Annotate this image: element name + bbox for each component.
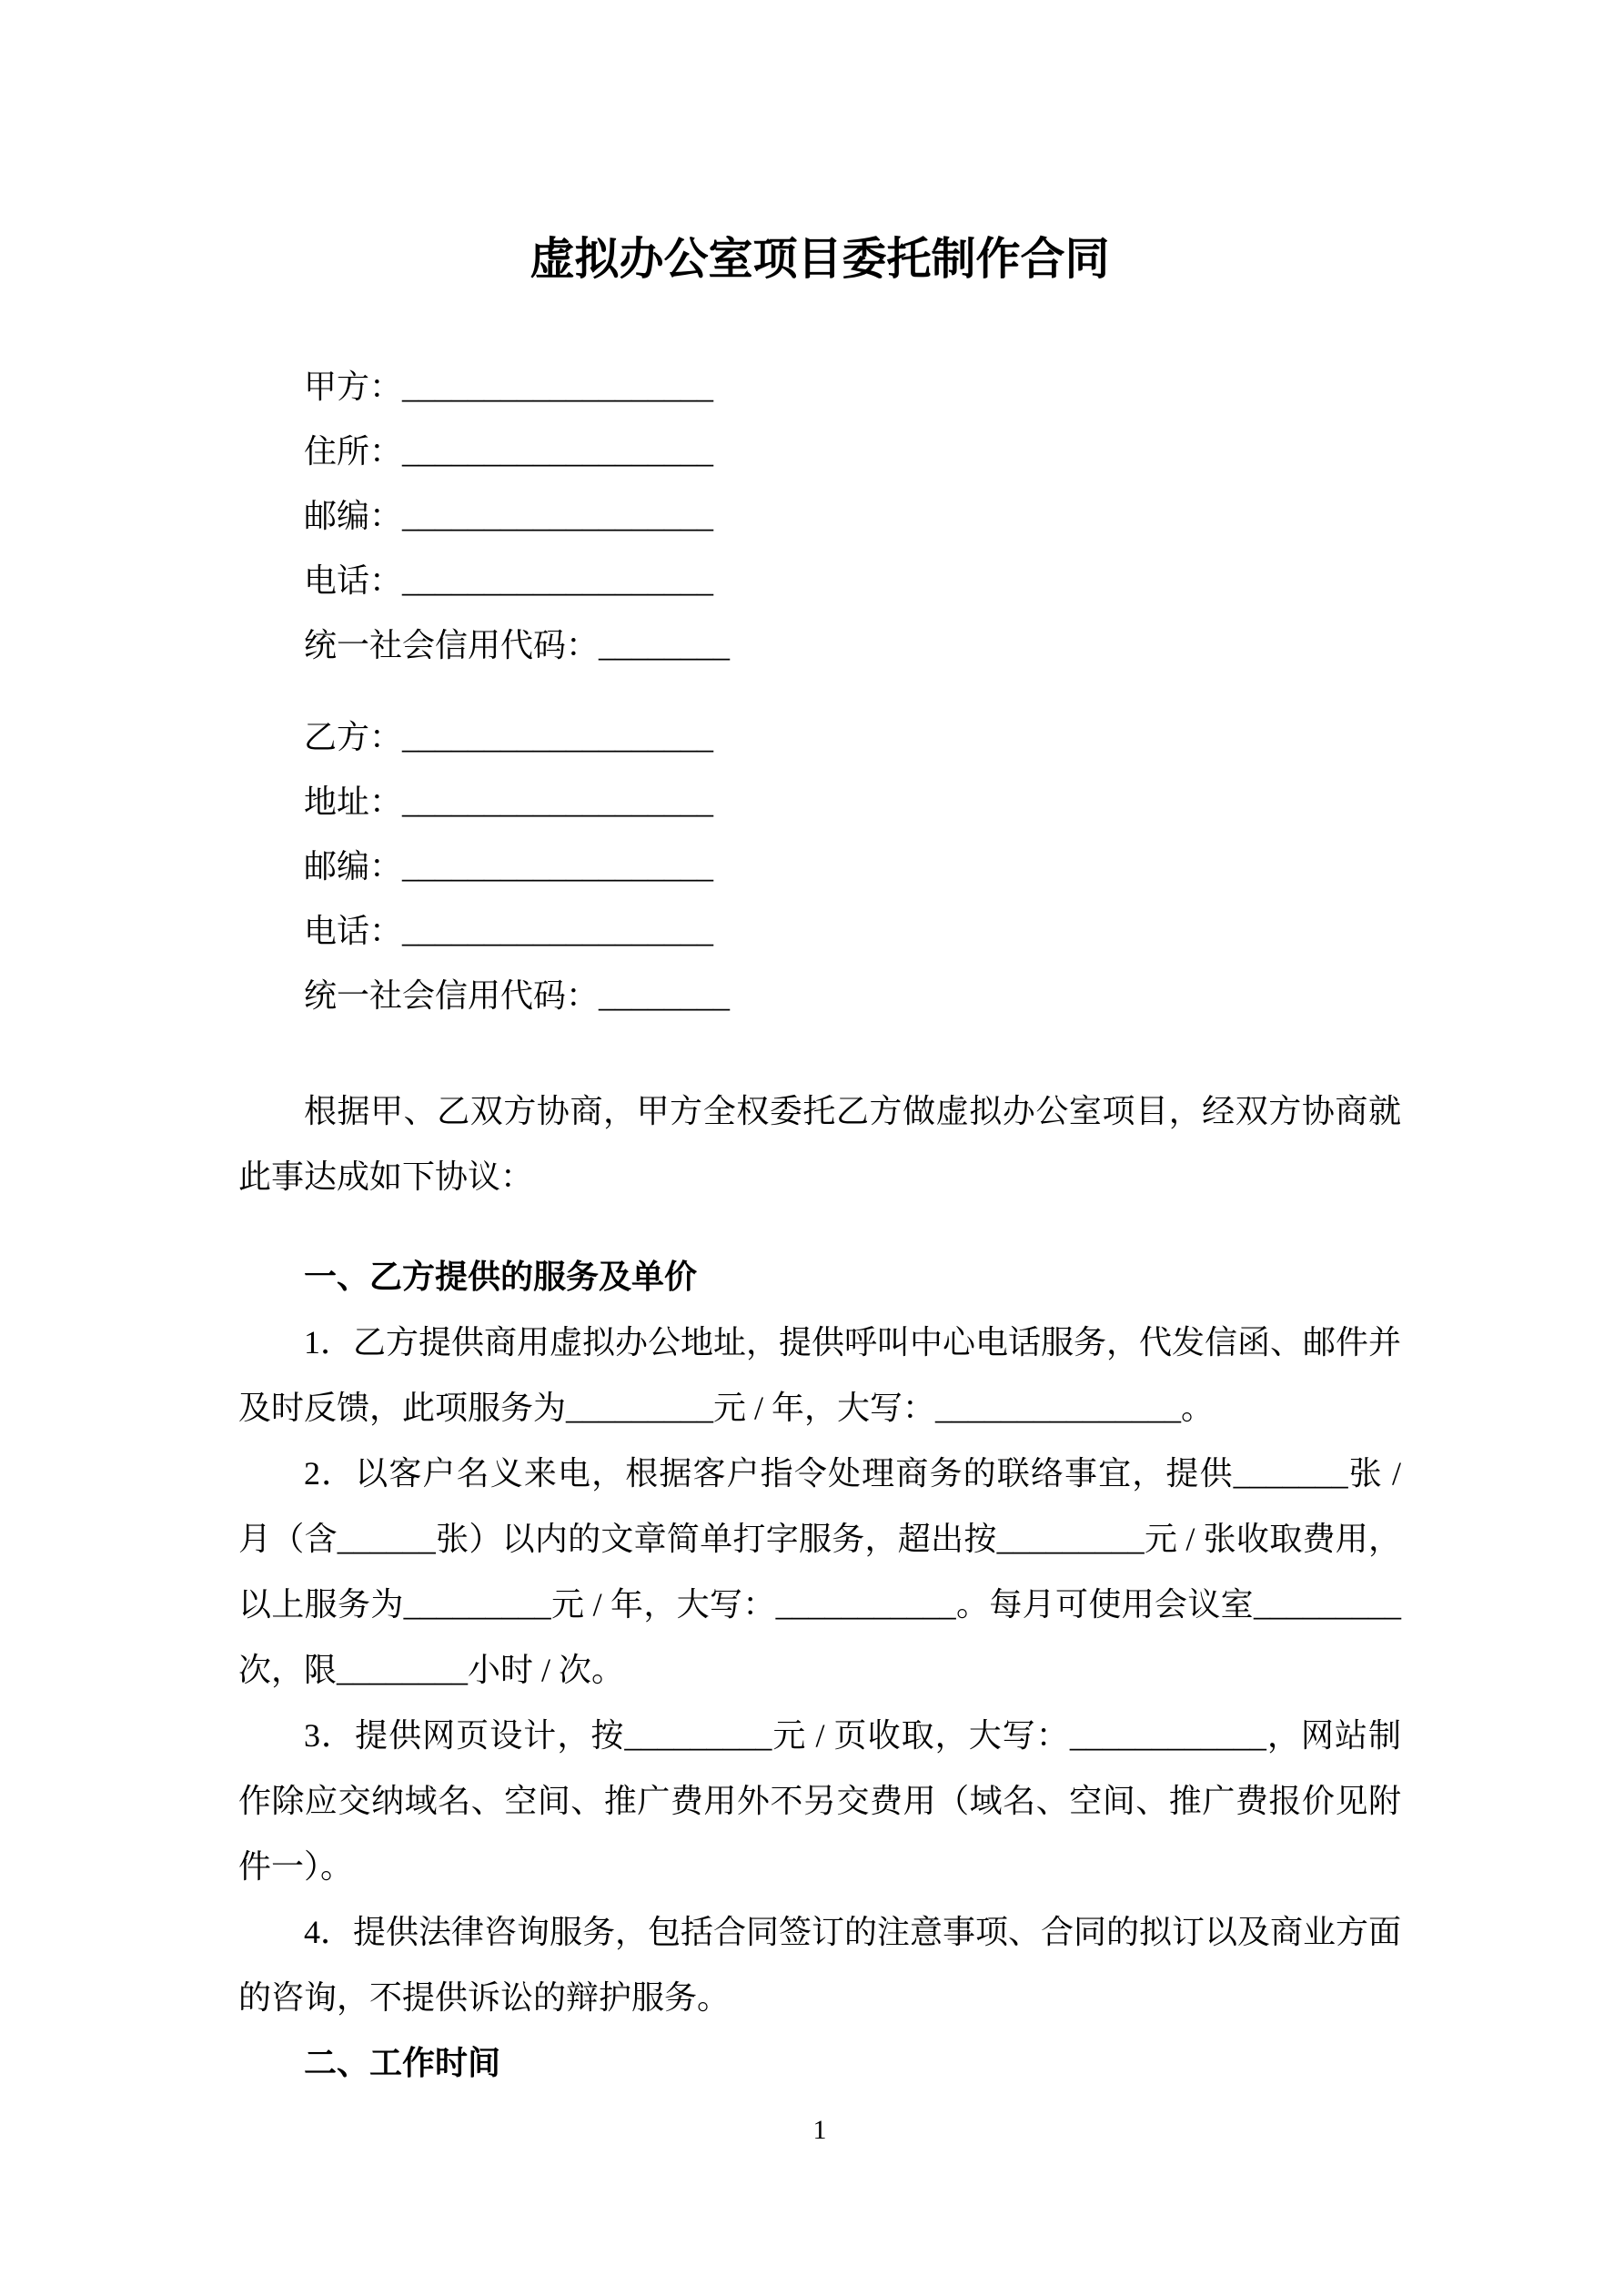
field-label: 电话： [304, 562, 403, 599]
field-row-party-a-address [238, 420, 1401, 484]
contract-item-3: 3．提供网页设计，按_________元 / 页收取，大写：____________，网站制作除应交纳域名、空间、推广费用外不另交费用（域名、空间、推广费报价见附件一）。 [238, 1717, 1401, 1885]
field-blank: ___________________ [402, 433, 714, 470]
field-row-party-a-phone [238, 549, 1401, 613]
field-label: 地址： [304, 784, 403, 820]
page-title: 虚拟办公室项目委托制作合同 [530, 234, 1110, 284]
field-row-party-b-address [238, 770, 1401, 834]
field-label: 甲方： [304, 369, 403, 405]
field-blank: ________ [599, 627, 731, 663]
field-label: 住所： [304, 433, 403, 470]
field-label: 统一社会信用代码： [304, 977, 600, 1014]
field-row-party-a-postcode [238, 484, 1401, 549]
contract-item-2: 2．以客户名义来电，根据客户指令处理商务的联络事宜，提供_______张 / 月（含______张）以内的文章简单打字服务，超出按_________元 / 张收取费用，以上服务为_________元 / 年，大写：___________。每月可使用会议室_________次，限________小时 / 次。 [238, 1455, 1401, 1688]
field-blank: ___________________ [402, 562, 714, 599]
field-blank: ___________________ [402, 719, 714, 755]
field-row-party-b-phone [238, 899, 1401, 964]
field-blank: ________ [599, 977, 731, 1014]
field-label: 电话： [304, 913, 403, 949]
party-a-block [238, 355, 1401, 678]
section-2-heading: 二、工作时间 [304, 2045, 501, 2081]
contract-item-1: 1．乙方提供商用虚拟办公地址，提供呼叫中心电话服务，代发信函、邮件并及时反馈，此项服务为_________元 / 年，大写：_______________。 [238, 1324, 1402, 1426]
field-label: 邮编： [304, 498, 403, 534]
field-label: 乙方： [304, 719, 403, 755]
field-blank: ___________________ [402, 498, 714, 534]
field-row-party-a-credit-code [238, 613, 1401, 678]
field-row-party-b-credit-code [238, 964, 1401, 1028]
field-row-party-a-name [238, 355, 1401, 420]
field-label: 统一社会信用代码： [304, 627, 600, 663]
field-label: 邮编： [304, 848, 403, 885]
field-blank: ___________________ [402, 784, 714, 820]
page-number: 1 [812, 2115, 827, 2145]
field-row-party-b-name [238, 705, 1401, 770]
party-b-block [238, 705, 1401, 1028]
field-blank: ___________________ [402, 848, 714, 885]
contract-item-4: 4．提供法律咨询服务，包括合同签订的注意事项、合同的拟订以及商业方面的咨询，不提供诉讼的辩护服务。 [238, 1914, 1402, 2016]
field-blank: ___________________ [402, 913, 714, 949]
field-blank: ___________________ [402, 369, 714, 405]
intro-paragraph: 根据甲、乙双方协商，甲方全权委托乙方做虚拟办公室项目，经双方协商就此事达成如下协议： [238, 1093, 1401, 1195]
field-row-party-b-postcode [238, 834, 1401, 899]
section-1-heading: 一、乙方提供的服务及单价 [304, 1259, 698, 1295]
